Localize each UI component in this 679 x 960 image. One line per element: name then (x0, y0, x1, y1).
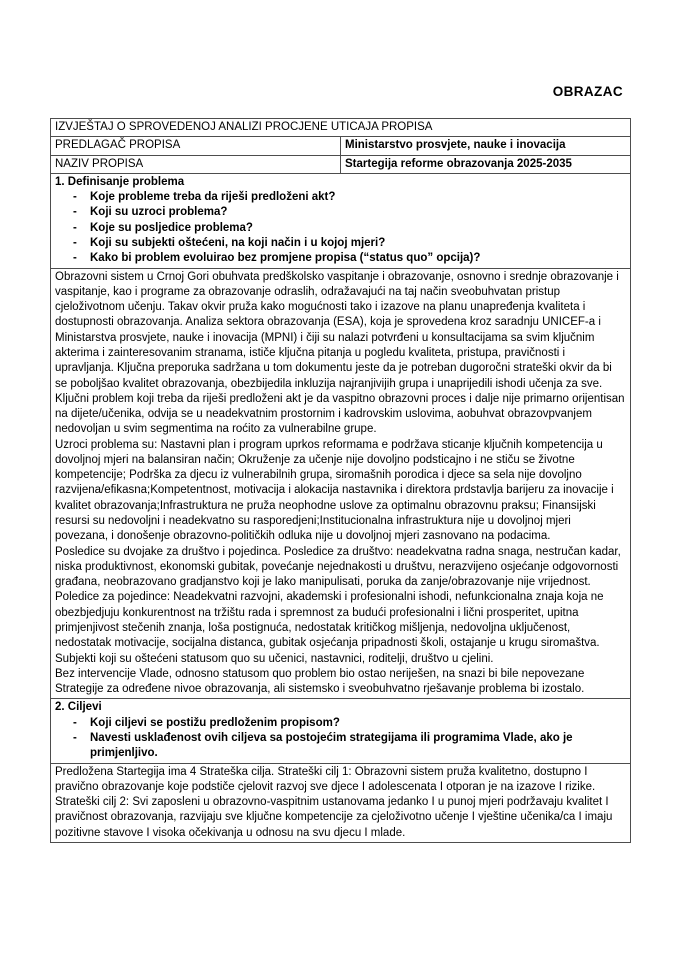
bullet-dash: - (73, 252, 77, 265)
bullet-dash: - (73, 221, 77, 234)
table-row-section1-header (51, 173, 631, 268)
report-title: IZVJEŠTAJ O SPROVEDENOJ ANALIZI PROCJENE UTICAJA PROPISA (51, 119, 631, 137)
bullet-text: Koje probleme treba da riješi predloženi akt? (90, 191, 336, 204)
bullet-text: Koji su uzroci problema? (90, 206, 228, 219)
section1-header-cell (51, 173, 631, 268)
regulation-value: Startegija reforme obrazovanja 2025-2035 (341, 155, 631, 173)
bullet-text: Koje su posljedice problema? (90, 221, 253, 234)
paragraph: Obrazovni sistem u Crnoj Gori obuhvata predškolsko vaspitanje i obrazovanje, osnovno i srednje obrazovanje i vaspitanje, kao i programe za obrazovanje odraslih, odražavajući na taj način sveobuhvatan pristup cjeloživotnom učenju. Takav okvir pruža kako mogućnosti tako i izazove na planu unapređenja kvaliteta i dostupnosti obrazovanja. Analiza sektora obrazovanja (ESA), koja je sprovedena kroz saradnju UNICEF-a i Ministarstva prosvjete, nauke i inovacija (MPNI) i čiji su nalazi potvrđeni u konsultacijama sa svim ključnim akterima i zainteresovanim stranama, ističe ključna pitanja u pogledu kvaliteta, pristupa, pravičnosti i upravljanja. Ključna preporuka sadržana u tom dokumentu jeste da je potreban dugoročni strateški okvir da bi se poboljšao kvalitet obrazovanja, obezbijedila inkluzija najranjivijih grupa i unaprijedili ishodi učenja za sve. (55, 270, 619, 390)
list-item (55, 190, 626, 205)
bullet-dash: - (73, 716, 77, 729)
paragraph: Predložena Startegija ima 4 Strateška cilja. Strateški cilj 1: Obrazovni sistem pruža kvalitetno, dostupno I pravično obrazovanje koje podstiče cjelovit razvoj sve djece I adolescenata I otporan je na izazove I rizike. Strateški cilj 2: Svi zaposleni u obrazovno-vaspitnim ustanovama jedanko I u punoj mjeri podržavaju kvalitet I pravičnost obrazovanja, razvijaju sve ključne kompetencije za cjeloživotno učenje I vještine učenika/ca I imaju pozitivne stavove I visoka očekivanja u odnosu na svu djecu I mlade. (55, 765, 613, 839)
proposer-label: PREDLAGAČ PROPISA (51, 137, 341, 155)
bullet-text: Koji ciljevi se postižu predloženim propisom? (90, 716, 340, 729)
list-item (55, 251, 626, 266)
table-row-title (51, 119, 631, 137)
list-item (55, 731, 626, 762)
list-item (55, 236, 626, 251)
paragraph: Ključni problem koji treba da riješi predloženi akt je da vaspitno obrazovni proces i dalje nije primarno orijentisan na dijete/učenika, odvija se u neadekvatnim prostornim i kadrovskim uslovima, aobuhvat obrazovpvanjem nedovoljan u svim segmentima na roćito za vulnerabilne grupe. (55, 392, 625, 436)
section2-body-cell (51, 763, 631, 842)
table-row-section2-body (51, 763, 631, 842)
report-table (50, 118, 631, 843)
bullet-text: Kako bi problem evoluirao bez promjene propisa (“status quo” opcija)? (90, 252, 481, 265)
table-row-proposer (51, 137, 631, 155)
paragraph: Posledice su dvojake za društvo i pojedinca. Posledice za društvo: neadekvatna radna snaga, nestručan kadar, niska produktivnost, ekonomski gubitak, povećanje nejednakosti u društvu, nerazvijeno osjećanje odgovornosti građana, neobrazovano gradjanstvo koji je lako manipulisati, poruka da zanje/obrazovanje nije vrijednost. Poledice za pojedince: Neadekvatni razvojni, akademski i profesionalni ishodi, nefunkcionalna znaja koja ne obezbjedjuju konkurentnost na tržištu rada i spremnost za budući profesionalni i lični prosperitet, upitna primjenjivost stečenih znanja, loša postignuća, nedostatak kritičkog mišljenja, nedovoljna uključenost, nedostatak motivacije, socijalna distanca, gubitak osjećanja pripadnosti školi, ostajanje u krugu siromaštva. (55, 545, 621, 650)
paragraph: Subjekti koji su oštećeni statusom quo su učenici, nastavnici, roditelji, društvo u cjelini. (55, 652, 494, 665)
bullet-text: Koji su subjekti oštećeni, na koji način i u kojoj mjeri? (90, 236, 386, 249)
table-row-section1-body (51, 268, 631, 699)
section2-heading: 2. Ciljevi (55, 701, 102, 714)
bullet-dash: - (73, 191, 77, 204)
table-row-section2-header (51, 699, 631, 763)
bullet-text: Navesti usklađenost ovih ciljeva sa postojećim strategijama ili programima Vlade, ako je primjenljivo. (90, 731, 573, 760)
paragraph: Uzroci problema su: Nastavni plan i program uprkos reformama e podržava sticanje ključnih kompetencija u dovoljnoj mjeri na balansiran način; Okruženje za učenje nije dovoljno podsticajno i ne stiču se životne kompetencije; Podrška za djecu iz vulnerabilnih grupa, siromašnih porodica i djece sa sela nije dovoljno razvijena/efikasna;Kompetentnost, motivacija i alokacija nastavnika i direktora prdstavlja barijeru za inovacije i kvalitet obrazovanja;Infrastruktura ne pruža neophodne uslove za optimalnu obrazovnu praksu; Finansijski resursi su nedovoljni i neadekvatno su rasporedjeni;Institucionalna infrastruktura nije u dovoljnoj mjeri povezana, i donošenje obrazovno-političkih odluka nije u dovoljnoj mjeri zasnovano na podacima. (55, 438, 614, 543)
list-item (55, 221, 626, 236)
table-row-regulation (51, 155, 631, 173)
section2-header-cell (51, 699, 631, 763)
bullet-dash: - (73, 236, 77, 249)
list-item (55, 205, 626, 220)
section1-heading: 1. Definisanje problema (55, 175, 185, 188)
form-label: OBRAZAC (552, 84, 623, 99)
bullet-dash: - (73, 206, 77, 219)
list-item (55, 716, 626, 731)
bullet-dash: - (73, 731, 77, 744)
section1-body-cell (51, 268, 631, 699)
paragraph: Bez intervencije Vlade, odnosno statusom quo problem bio ostao neriješen, na snazi bi bile nepovezane Strategije za određene nivoe obrazovanja, ali sistemsko i sveobuhvatno rješavanje problema bi izostalo. (55, 667, 585, 696)
proposer-value: Ministarstvo prosvjete, nauke i inovacija (341, 137, 631, 155)
regulation-label: NAZIV PROPISA (51, 155, 341, 173)
